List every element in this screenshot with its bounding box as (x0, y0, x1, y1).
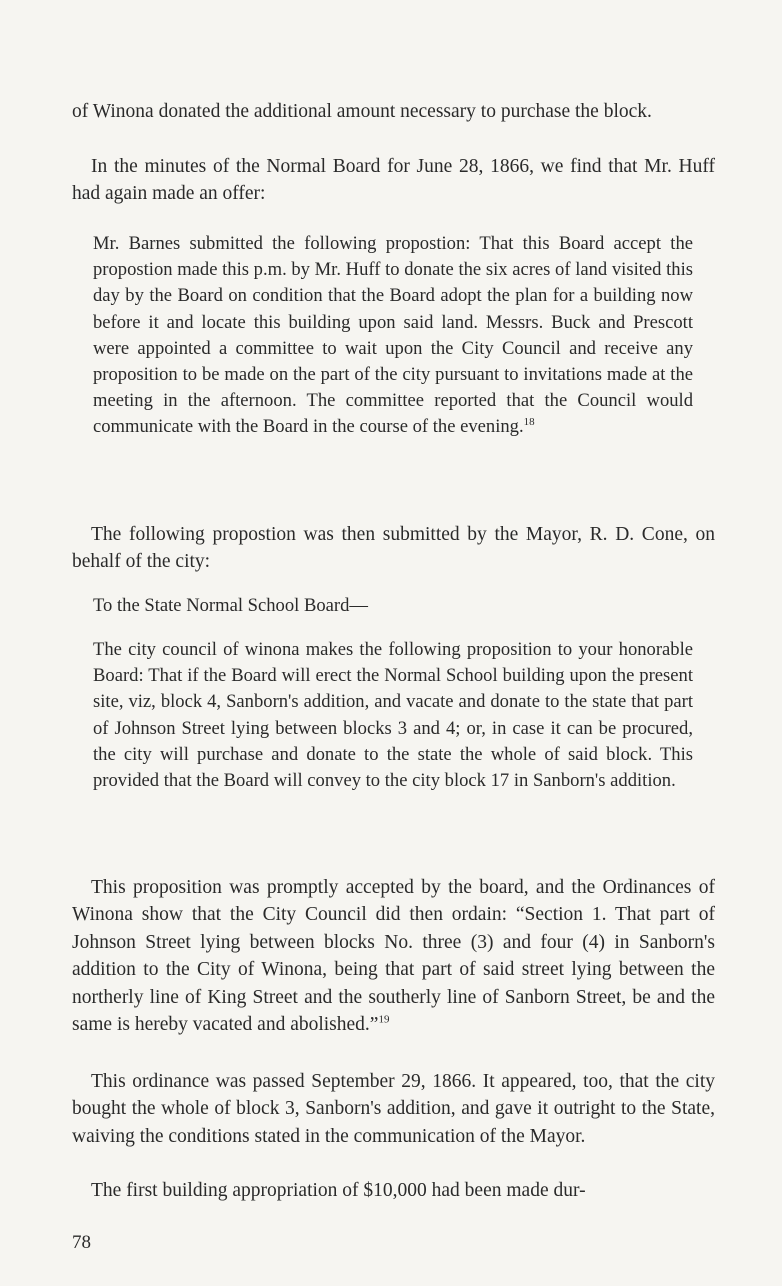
paragraph-text: of Winona donated the additional amount necessary to purchase the block. (72, 101, 652, 122)
paragraph-text: This ordinance was passed September 29, 1866. It appeared, too, that the city bought the whole of block 3, Sanborn's addition, and gave it outright to the State, waiving the conditions stated in the communication of the Mayor. (72, 1071, 715, 1147)
block-quote-barnes (93, 231, 693, 441)
paragraph-mayor-proposition (72, 521, 715, 576)
paragraph-minutes-intro (72, 153, 715, 208)
quote-text: The city council of winona makes the following proposition to your honorable Board: That if the Board will erect the Normal School building upon the present site, viz, block 4, Sanborn's addition, and vacate and donate to the state that part of Johnson Street lying between blocks 3 and 4; or, in case it can be procured, the city will purchase and donate to the state the whole of said block. This provided that the Board will convey to the city block 17 in Sanborn's addition. (93, 639, 693, 792)
quote-text: Mr. Barnes submitted the following propostion: That this Board accept the propostion made this p.m. by Mr. Huff to donate the six acres of land visited this day by the Board on condition that the Board adopt the plan for a building now before it and locate this building upon said land. Messrs. Buck and Prescott were appointed a committee to wait upon the City Council and receive any proposition to be made on the part of the city pursuant to invitations made at the meeting in the afternoon. The committee reported that the Council would communicate with the Board in the course of the evening. (93, 233, 693, 438)
paragraph-text: In the minutes of the Normal Board for June 28, 1866, we find that Mr. Huff had again made an offer: (72, 156, 715, 205)
page-number: 78 (72, 1232, 91, 1253)
paragraph-text: The following propostion was then submitted by the Mayor, R. D. Cone, on behalf of the city: (72, 524, 715, 573)
paragraph-block-continuation (72, 98, 715, 125)
footnote-marker: 18 (523, 416, 535, 429)
paragraph-ordinance-passed (72, 1068, 715, 1150)
quote-salutation: To the State Normal School Board— (93, 595, 368, 616)
paragraph-text: The first building appropriation of $10,000 had been made dur- (91, 1180, 586, 1201)
paragraph-text: This proposition was promptly accepted by the board, and the Ordinances of Winona show that the City Council did then ordain: “Section 1. That part of Johnson Street lying between blocks No. three (3) and four (4) in Sanborn's addition to the City of Winona, being that part of said street lying between the northerly line of King Street and the southerly line of Sanborn Street, be and the same is hereby vacated and abolished.” (72, 877, 715, 1036)
block-quote-city-council (93, 637, 693, 794)
paragraph-ordinance (72, 874, 715, 1038)
paragraph-building-appropriation (72, 1177, 715, 1204)
footnote-marker: 19 (378, 1013, 390, 1026)
